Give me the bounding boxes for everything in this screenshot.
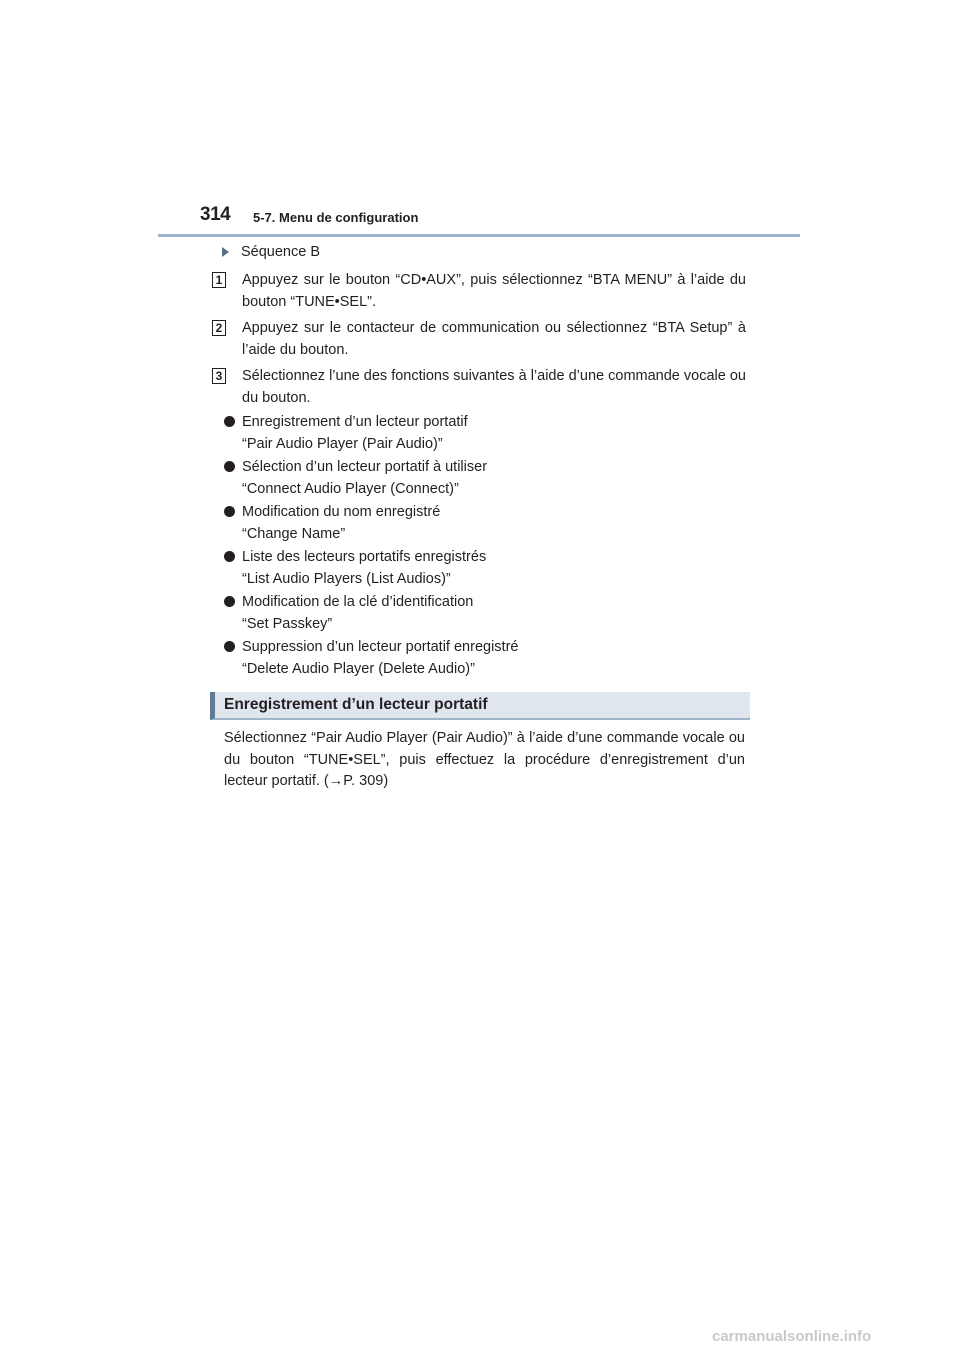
section-heading	[210, 692, 750, 720]
section-paragraph: Sélectionnez “Pair Audio Player (Pair Audio)” à l’aide d’une commande vocale ou du bouton “TUNE•SEL”, puis effectuez la procédure d’enregistrement d’un lecteur portatif. (→P. 309)	[224, 730, 745, 789]
step-1	[212, 270, 746, 313]
list-item-title: Modification de la clé d’identification	[242, 594, 474, 610]
list-item-title: Suppression d’un lecteur portatif enregistré	[242, 639, 519, 655]
sequence-label	[222, 244, 320, 260]
step-3	[212, 366, 746, 409]
list-item	[224, 502, 744, 545]
page-number: 314	[200, 204, 231, 225]
step-text: Sélectionnez l’une des fonctions suivantes à l’aide d’une commande vocale ou du bouton.	[242, 368, 746, 406]
bullet-icon	[224, 461, 235, 472]
step-number: 2	[212, 320, 226, 336]
list-item	[224, 592, 744, 635]
bullet-icon	[224, 596, 235, 607]
page-header	[158, 204, 800, 237]
watermark: carmanualsonline.info	[712, 1328, 872, 1345]
step-number: 1	[212, 272, 226, 288]
bullet-icon	[224, 506, 235, 517]
list-item-command: “List Audio Players (List Audios)”	[242, 570, 451, 587]
triangle-right-icon	[222, 247, 229, 257]
step-number: 3	[212, 368, 226, 384]
bullet-icon	[224, 551, 235, 562]
step-2	[212, 318, 746, 361]
step-text: Appuyez sur le contacteur de communication ou sélectionnez “BTA Setup” à l’aide du bouton.	[242, 320, 746, 358]
list-item	[224, 637, 744, 680]
list-item-title: Sélection d’un lecteur portatif à utiliser	[242, 459, 488, 475]
list-item-command: “Set Passkey”	[242, 615, 333, 632]
list-item-title: Enregistrement d’un lecteur portatif	[242, 414, 468, 430]
list-item-command: “Change Name”	[242, 525, 346, 542]
list-item	[224, 457, 744, 500]
list-item-command: “Connect Audio Player (Connect)”	[242, 480, 459, 497]
list-item-command: “Pair Audio Player (Pair Audio)”	[242, 435, 443, 452]
step-text: Appuyez sur le bouton “CD•AUX”, puis sélectionnez “BTA MENU” à l’aide du bouton “TUNE•SEL”.	[242, 272, 746, 310]
section-title: 5-7. Menu de configuration	[253, 210, 419, 225]
list-item-command: “Delete Audio Player (Delete Audio)”	[242, 660, 475, 677]
list-item	[224, 412, 744, 455]
sequence-label-text: Séquence B	[241, 244, 321, 260]
list-item-title: Modification du nom enregistré	[242, 504, 441, 520]
bullet-icon	[224, 641, 235, 652]
list-item-title: Liste des lecteurs portatifs enregistrés	[242, 549, 487, 565]
bullet-icon	[224, 416, 235, 427]
section-heading-text: Enregistrement d’un lecteur portatif	[224, 696, 488, 713]
list-item	[224, 547, 744, 590]
